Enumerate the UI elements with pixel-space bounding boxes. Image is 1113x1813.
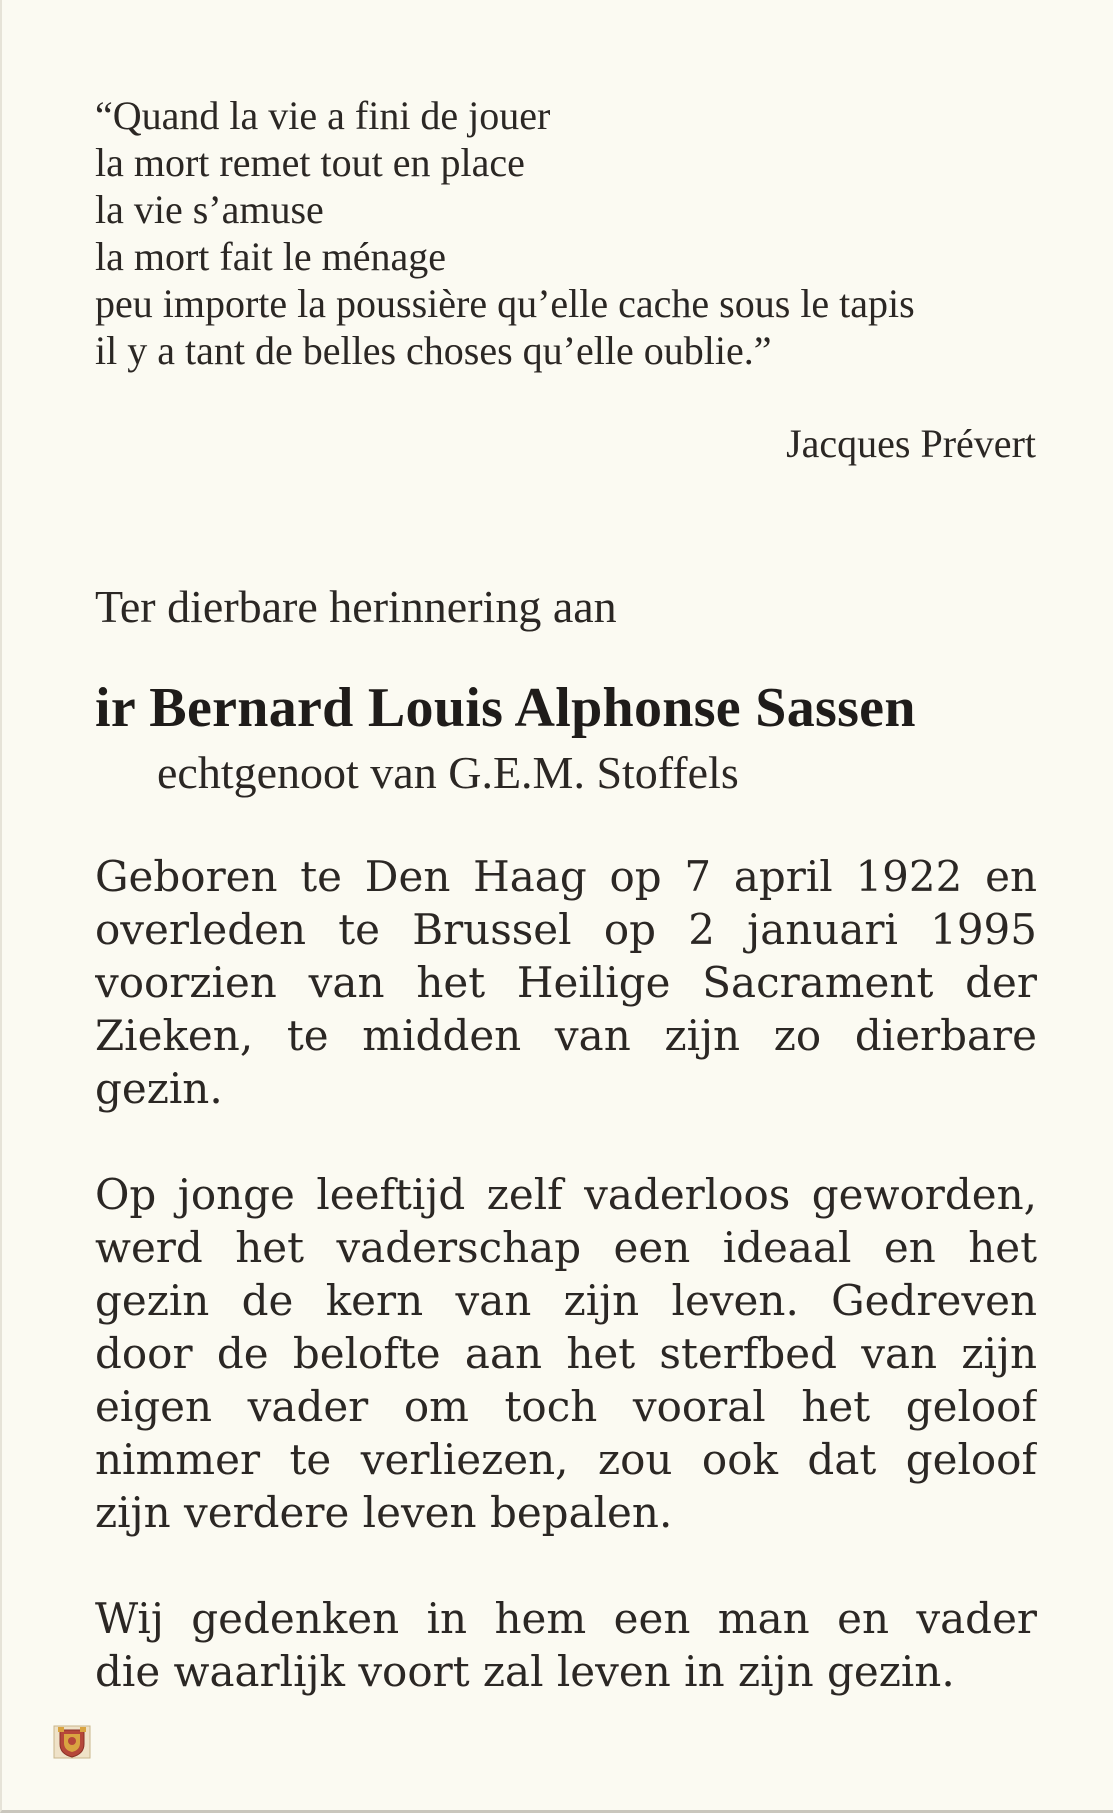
paragraph-line: werd het vaderschap een ideaal en het bbox=[95, 1223, 1037, 1272]
deceased-name: ir Bernard Louis Alphonse Sassen bbox=[95, 677, 916, 739]
paragraph-line: gezin de kern van zijn leven. Gedreven bbox=[95, 1276, 1037, 1325]
coat-of-arms-icon bbox=[52, 1722, 92, 1762]
poem-line: la mort remet tout en place bbox=[95, 140, 525, 185]
paragraph-line: Op jonge leeftijd zelf vaderloos geworden, bbox=[95, 1170, 1037, 1219]
paragraph-line: nimmer te verliezen, zou ook dat geloof bbox=[95, 1435, 1037, 1484]
paragraph-line: gezin. bbox=[95, 1064, 223, 1113]
paragraph-line: door de belofte aan het sterfbed van zijn bbox=[95, 1329, 1037, 1378]
poem-author: Jacques Prévert bbox=[786, 421, 1036, 466]
paragraph-line: die waarlijk voort zal leven in zijn gezin. bbox=[95, 1647, 955, 1696]
memorial-intro: Ter dierbare herinnering aan bbox=[95, 581, 617, 632]
paragraph-line: Wij gedenken in hem een man en vader bbox=[95, 1594, 1037, 1643]
paragraph-line: voorzien van het Heilige Sacrament der bbox=[95, 958, 1037, 1007]
poem-quote bbox=[95, 92, 1045, 374]
paragraph-line: eigen vader om toch vooral het geloof bbox=[95, 1382, 1037, 1431]
poem-line: peu importe la poussière qu’elle cache sous le tapis bbox=[95, 281, 915, 326]
poem-line: il y a tant de belles choses qu’elle oublie.” bbox=[95, 328, 772, 373]
paragraph-line: overleden te Brussel op 2 januari 1995 bbox=[95, 905, 1037, 954]
poem-line: “Quand la vie a fini de jouer bbox=[95, 93, 551, 138]
birth-death-paragraph bbox=[95, 850, 1037, 1115]
poem-line: la vie s’amuse bbox=[95, 187, 324, 232]
poem-line: la mort fait le ménage bbox=[95, 234, 446, 279]
remembrance-paragraph bbox=[95, 1592, 1037, 1698]
paragraph-line: Geboren te Den Haag op 7 april 1922 en bbox=[95, 852, 1037, 901]
paragraph-line: Zieken, te midden van zijn zo dierbare bbox=[95, 1011, 1037, 1060]
spouse-line: echtgenoot van G.E.M. Stoffels bbox=[157, 747, 739, 798]
life-paragraph bbox=[95, 1168, 1037, 1539]
paragraph-line: zijn verdere leven bepalen. bbox=[95, 1488, 673, 1537]
